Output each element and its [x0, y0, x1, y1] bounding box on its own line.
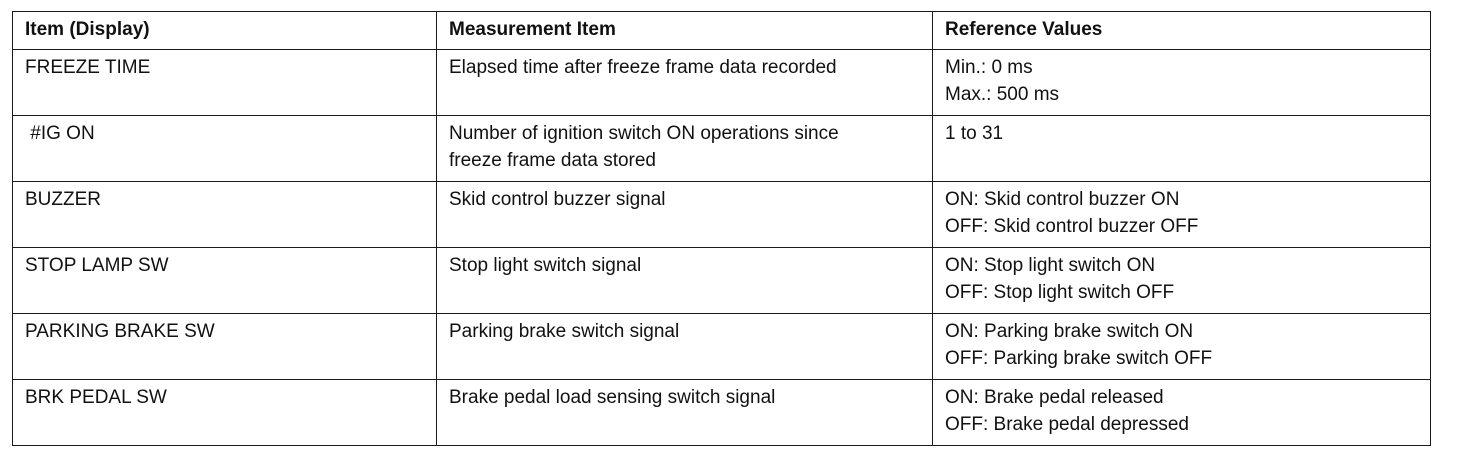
- measurement-item-cell: Number of ignition switch ON operations since freeze frame data stored: [437, 116, 933, 182]
- measurement-item-cell: Parking brake switch signal: [437, 314, 933, 380]
- table-row: [13, 380, 1431, 446]
- table-body: [13, 50, 1431, 446]
- item-display-cell: BRK PEDAL SW: [13, 380, 437, 446]
- measurement-item-cell: Skid control buzzer signal: [437, 182, 933, 248]
- reference-values-cell: Min.: 0 ms Max.: 500 ms: [933, 50, 1431, 116]
- measurement-item-cell: Elapsed time after freeze frame data recorded: [437, 50, 933, 116]
- header-item-display: Item (Display): [13, 12, 437, 50]
- reference-values-cell: 1 to 31: [933, 116, 1431, 182]
- header-reference-values: Reference Values: [933, 12, 1431, 50]
- table-header: [13, 12, 1431, 50]
- reference-values-cell: ON: Skid control buzzer ON OFF: Skid control buzzer OFF: [933, 182, 1431, 248]
- header-row: [13, 12, 1431, 50]
- item-display-cell: #IG ON: [13, 116, 437, 182]
- measurement-item-cell: Stop light switch signal: [437, 248, 933, 314]
- reference-values-cell: ON: Parking brake switch ON OFF: Parking brake switch OFF: [933, 314, 1431, 380]
- item-display-cell: PARKING BRAKE SW: [13, 314, 437, 380]
- table-row: [13, 314, 1431, 380]
- reference-values-cell: ON: Brake pedal released OFF: Brake pedal depressed: [933, 380, 1431, 446]
- table-row: [13, 182, 1431, 248]
- reference-values-cell: ON: Stop light switch ON OFF: Stop light switch OFF: [933, 248, 1431, 314]
- item-display-cell: FREEZE TIME: [13, 50, 437, 116]
- measurement-item-cell: Brake pedal load sensing switch signal: [437, 380, 933, 446]
- table-row: [13, 50, 1431, 116]
- table-row: [13, 116, 1431, 182]
- table-row: [13, 248, 1431, 314]
- item-display-cell: BUZZER: [13, 182, 437, 248]
- item-display-cell: STOP LAMP SW: [13, 248, 437, 314]
- header-measurement-item: Measurement Item: [437, 12, 933, 50]
- data-list-table: [12, 11, 1431, 446]
